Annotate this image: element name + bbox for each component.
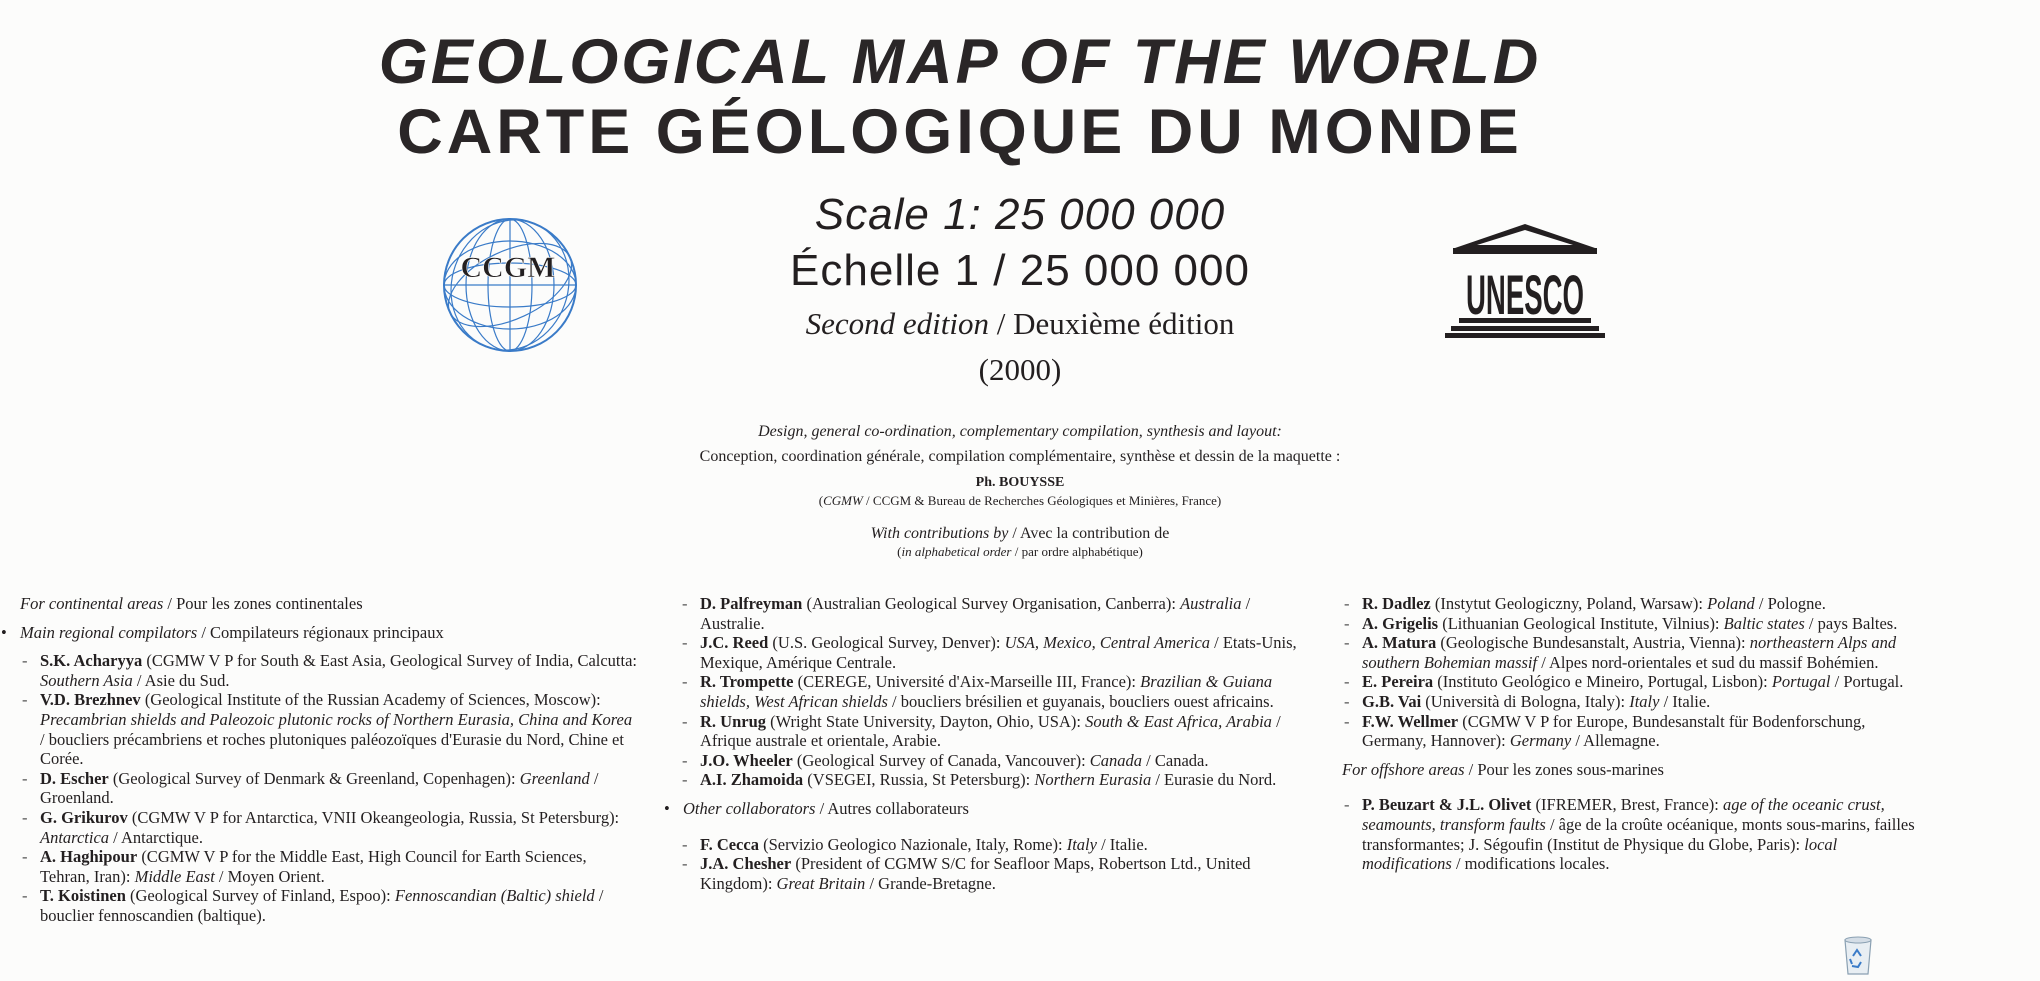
design-english: Design, general co-ordination, complementary compilation, synthesis and layout: (758, 423, 1282, 440)
contributor-entry: - R. Unrug (Wright State University, Dayton, Ohio, USA): South & East Africa, Arabia / Afrique australe et orientale, Arabie. (682, 711, 1281, 751)
scale-french: Échelle 1 / 25 000 000 (790, 246, 1250, 295)
contributor-entry: - F. Cecca (Servizio Geologico Nazionale, Italy, Rome): Italy / Italie. (682, 834, 1148, 854)
contributor-entry: - J.O. Wheeler (Geological Survey of Canada, Vancouver): Canada / Canada. (682, 750, 1209, 770)
contributor-entry: - A. Matura (Geologische Bundesanstalt, Austria, Vienna): northeastern Alps and southern Bohemian massif / Alpes nord-orientales et sud du massif Bohémien. (1344, 633, 1897, 672)
contributions-heading: With contributions by / Avec la contribution de (870, 525, 1170, 542)
contributor-entry: - G.B. Vai (Università di Bologna, Italy): Italy / Italie. (1344, 691, 1711, 711)
contributor-entry: - J.A. Chesher (President of CGMW S/C for Seafloor Maps, Robertson Ltd., United Kingdom): Great Britain / Grande-Bretagne. (682, 854, 1251, 893)
ccgm-text: CCGM (460, 251, 556, 284)
design-french: Conception, coordination générale, compilation complémentaire, synthèse et dessin de la maquette : (699, 448, 1341, 465)
other-collaborators-list (680, 835, 1300, 894)
contributor-entry: - G. Grikurov (CGMW V P for Antarctica, VNII Okeangeologia, Russia, St Petersburg): Antarctica / Antarctique. (22, 807, 620, 847)
column-continental-compilers (20, 594, 640, 926)
edition-english: Second edition (805, 306, 989, 341)
regional-compilers-list (20, 651, 640, 925)
regional-compilers-list-continued (680, 594, 1300, 790)
contributor-entry: - D. Escher (Geological Survey of Denmark & Greenland, Copenhagen): Greenland / Groenland. (22, 768, 599, 808)
contributor-entry: - S.K. Acharyya (CGMW V P for South & East Asia, Geological Survey of India, Calcutta: Southern Asia / Asie du Sud. (22, 651, 638, 690)
contributor-entry: - R. Trompette (CEREGE, Université d'Aix-Marseille III, France): Brazilian & Guiana shields, West African shields / boucliers brésilien et guyanais, boucliers ouest africains. (682, 672, 1274, 711)
contributor-entry: - V.D. Brezhnev (Geological Institute of the Russian Academy of Sciences, Moscow): Precambrian shields and Paleozoic plutonic rocks of Northern Eurasia, China and Korea / boucliers précambriens et roches plutoniques paléozoïques d'Eurasie du Nord, Chine et Corée. (22, 690, 633, 769)
recycle-bin-icon[interactable] (1840, 934, 1876, 976)
contributor-entry: - J.C. Reed (U.S. Geological Survey, Denver): USA, Mexico, Central America / Etats-Unis, Mexique, Amérique Centrale. (682, 633, 1297, 672)
offshore-contributor: - P. Beuzart & J.L. Olivet (IFREMER, Brest, France): age of the oceanic crust, seamounts, transform faults / âge de la croûte océanique, monts sous-marins, failles transformantes; J. Ségoufin (Institut de Physique du Globe, Paris): local modifications / modifications locales. (1344, 795, 1915, 874)
scale-english: Scale 1: 25 000 000 (814, 190, 1226, 239)
edition-year: (2000) (978, 352, 1062, 387)
contributor-entry: - R. Dadlez (Instytut Geologiczny, Poland, Warsaw): Poland / Pologne. (1344, 594, 1826, 613)
contributor-entry: - A. Haghipour (CGMW V P for the Middle East, High Council for Earth Sciences, Tehran, Iran): Middle East / Moyen Orient. (22, 847, 587, 886)
column-compilers-continued (680, 594, 1300, 893)
column-collaborators-offshore (1342, 594, 1917, 874)
offshore-areas-heading: For offshore areas / Pour les zones sous-marines (1342, 759, 1664, 779)
unesco-text: UNESCO (1466, 263, 1584, 326)
ccgm-globe-logo (440, 215, 580, 355)
contributor-entry: - E. Pereira (Instituto Geológico e Mineiro, Portugal, Lisbon): Portugal / Portugal. (1344, 672, 1904, 692)
contributor-entry: - A. Grigelis (Lithuanian Geological Institute, Vilnius): Baltic states / pays Baltes. (1344, 613, 1898, 633)
unesco-logo (1445, 220, 1605, 340)
contributor-entry: - D. Palfreyman (Australian Geological Survey Organisation, Canberra): Australia / Australie. (682, 594, 1251, 633)
alphabetical-order-note: (in alphabetical order / par ordre alphabétique) (897, 544, 1143, 559)
title-english: GEOLOGICAL MAP OF THE WORLD (378, 27, 1542, 97)
contributor-entry: - A.I. Zhamoida (VSEGEI, Russia, St Petersburg): Northern Eurasia / Eurasie du Nord. (682, 770, 1277, 790)
contributor-entry: - T. Koistinen (Geological Survey of Finland, Espoo): Fennoscandian (Baltic) shield / bouclier fennoscandien (baltique). (22, 886, 604, 925)
title-french: CARTE GÉOLOGIQUE DU MONDE (397, 97, 1523, 167)
other-collaborators-heading: • Other collaborators / Autres collaborateurs (683, 799, 1300, 819)
main-author-affiliation: (CGMW / CCGM & Bureau de Recherches Géologiques et Minières, France) (818, 493, 1222, 508)
main-author: Ph. BOUYSSE (975, 475, 1065, 490)
edition-french: Deuxième édition (1013, 306, 1235, 341)
edition: Second edition / Deuxième édition (805, 306, 1235, 341)
regional-compilers-heading: • Main regional compilators / Compilateurs régionaux principaux (20, 623, 640, 643)
contributor-entry: - F.W. Wellmer (CGMW V P for Europe, Bundesanstalt für Bodenforschung, Germany, Hannover): Germany / Allemagne. (1344, 711, 1866, 751)
continental-areas-heading: For continental areas / Pour les zones continentales (20, 594, 363, 613)
other-collaborators-list-continued (1342, 594, 1917, 751)
